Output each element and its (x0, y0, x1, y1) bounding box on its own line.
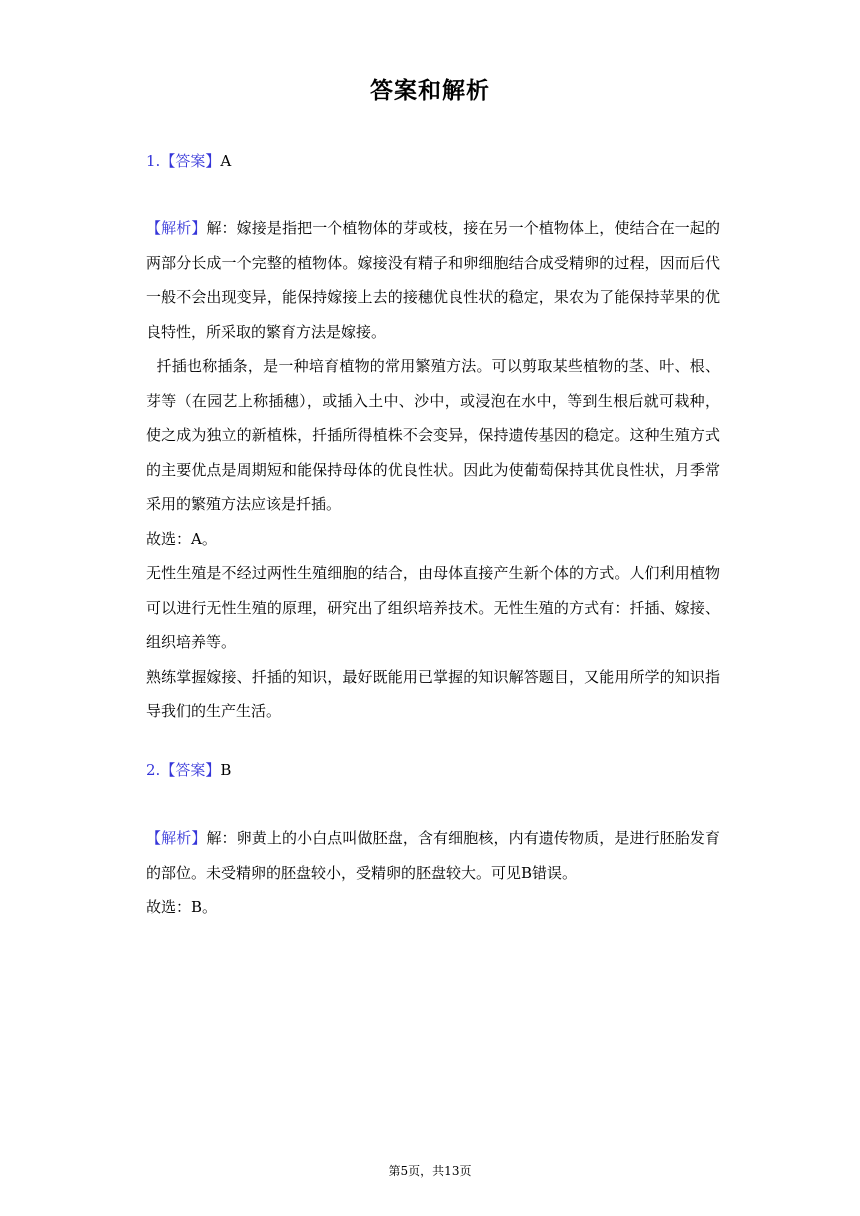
analysis-text: 解：嫁接是指把一个植物体的芽或枝，接在另一个植物体上，使结合在一起的两部分长成一个完整的植物体。嫁接没有精子和卵细胞结合成受精卵的过程，因而后代一般不会出现变异，能保持嫁接上去的接穗优良性状的稳定，果农为了能保持苹果的优良特性，所采取的繁育方法是嫁接。 (146, 219, 720, 341)
page-title: 答案和解析 (370, 78, 490, 104)
analysis-conclusion: 故选：B。 (146, 898, 218, 916)
analysis-tag: 【解析】 (146, 219, 207, 237)
analysis-paragraph (146, 211, 720, 349)
analysis-paragraph: 无性生殖是不经过两性生殖细胞的结合，由母体直接产生新个体的方式。人们利用植物可以进行无性生殖的原理，研究出了组织培养技术。无性生殖的方式有：扦插、嫁接、组织培养等。 (146, 564, 720, 651)
analysis-paragraph: 扦插也称插条，是一种培育植物的常用繁殖方法。可以剪取某些植物的茎、叶、根、芽等（在园艺上称插穗），或插入土中、沙中，或浸泡在水中，等到生根后就可栽种，使之成为独立的新植株，扦插所得植株不会变异，保持遗传基因的稳定。这种生殖方式的主要优点是周期短和能保持母体的优良性状。因此为使葡萄保持其优良性状，月季常采用的繁殖方法应该是扦插。 (146, 357, 720, 513)
analysis-conclusion: 故选：A。 (146, 529, 217, 548)
question-2-answer (146, 758, 231, 782)
question-1-answer (146, 149, 231, 173)
page-footer: 第5页，共13页 (388, 1164, 472, 1178)
answer-value: A (220, 152, 232, 170)
answer-tag: 【答案】 (160, 152, 221, 170)
analysis-paragraph (146, 821, 720, 890)
analysis-text: 解：卵黄上的小白点叫做胚盘，含有细胞核，内有遗传物质，是进行胚胎发育的部位。未受精卵的胚盘较小，受精卵的胚盘较大。可见B错误。 (146, 829, 720, 882)
answer-tag: 【答案】 (160, 761, 221, 779)
question-1-analysis (146, 211, 720, 729)
question-number: 2. (146, 761, 161, 779)
question-number: 1. (146, 152, 161, 170)
answer-value: B (220, 761, 232, 779)
analysis-paragraph: 熟练掌握嫁接、扦插的知识，最好既能用已掌握的知识解答题目，又能用所学的知识指导我们的生产生活。 (146, 667, 720, 720)
analysis-tag: 【解析】 (146, 829, 207, 847)
question-2-analysis (146, 821, 720, 925)
